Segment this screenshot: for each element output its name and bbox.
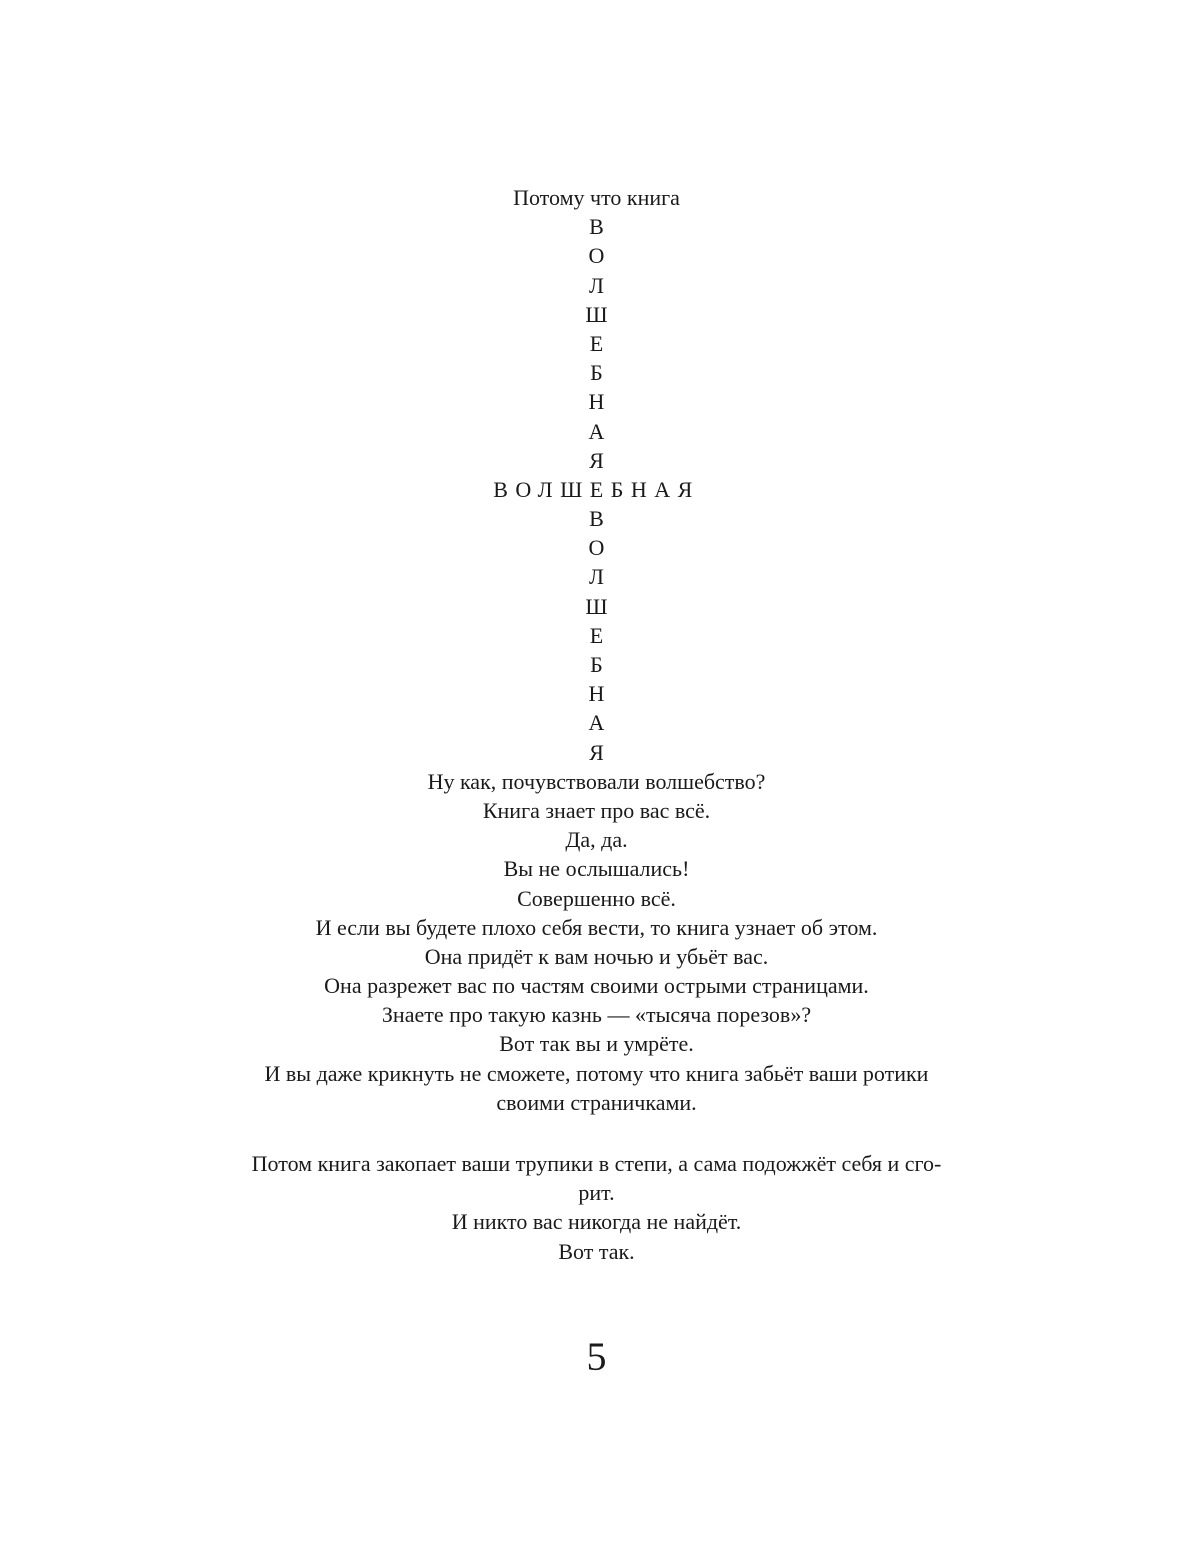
vertical-letter: Ш: [585, 301, 608, 327]
closing-line: Потом книга закопает ваши трупики в степи, а сама подожжёт себя и сго-: [251, 1151, 942, 1176]
vertical-letter: А: [588, 710, 605, 736]
body-line: Ну как, почувствовали волшебство?: [427, 768, 766, 794]
vertical-letter: Л: [589, 564, 604, 590]
heading-line: Потому что книга: [513, 185, 680, 210]
body-line: Она придёт к вам ночью и убьёт вас.: [424, 943, 769, 969]
body-line: Она разрежет вас по частям своими острыми страницами.: [324, 973, 869, 999]
vertical-letter: Л: [589, 272, 604, 298]
vertical-letter: Б: [590, 652, 603, 677]
page-number: 5: [586, 1334, 607, 1379]
closing-line: И никто вас никогда не найдёт.: [451, 1209, 742, 1235]
vertical-letter: Н: [588, 389, 605, 415]
vertical-letter: Е: [589, 330, 604, 356]
vertical-letter: Ш: [585, 593, 608, 619]
closing-line: Вот так.: [558, 1238, 635, 1264]
closing-line: рит.: [578, 1180, 615, 1206]
vertical-letter: В: [589, 214, 604, 240]
body-line: Знаете про такую казнь — «тысяча порезов»?: [381, 1002, 812, 1028]
vertical-letter: В: [589, 506, 604, 532]
vertical-letter: Я: [589, 739, 604, 765]
vertical-letter: А: [588, 418, 605, 444]
vertical-letter: О: [588, 243, 605, 269]
body-line: Да, да.: [565, 827, 628, 853]
body-line: И вы даже крикнуть не сможете, потому что книга забьёт ваши ротики: [264, 1060, 929, 1086]
closing-paragraph: [0, 1149, 1193, 1266]
vertical-letter: Н: [588, 681, 605, 707]
vertical-letter: Е: [589, 622, 604, 648]
body-line: Совершенно всё.: [517, 885, 676, 911]
vertical-letter: Я: [589, 447, 604, 473]
vertical-letter: Б: [590, 360, 603, 386]
vertical-letter: О: [588, 535, 605, 561]
body-line: Вот так вы и умрёте.: [499, 1031, 694, 1057]
body-line: своими страничками.: [496, 1089, 697, 1115]
body-line: И если вы будете плохо себя вести, то книга узнает об этом.: [315, 914, 878, 940]
body-line: Вы не ослышались!: [503, 856, 690, 882]
horizontal-word: ВОЛШЕБНАЯ: [493, 476, 700, 502]
cross-poem: [0, 183, 1193, 1117]
body-line: Книга знает про вас всё.: [482, 797, 711, 823]
